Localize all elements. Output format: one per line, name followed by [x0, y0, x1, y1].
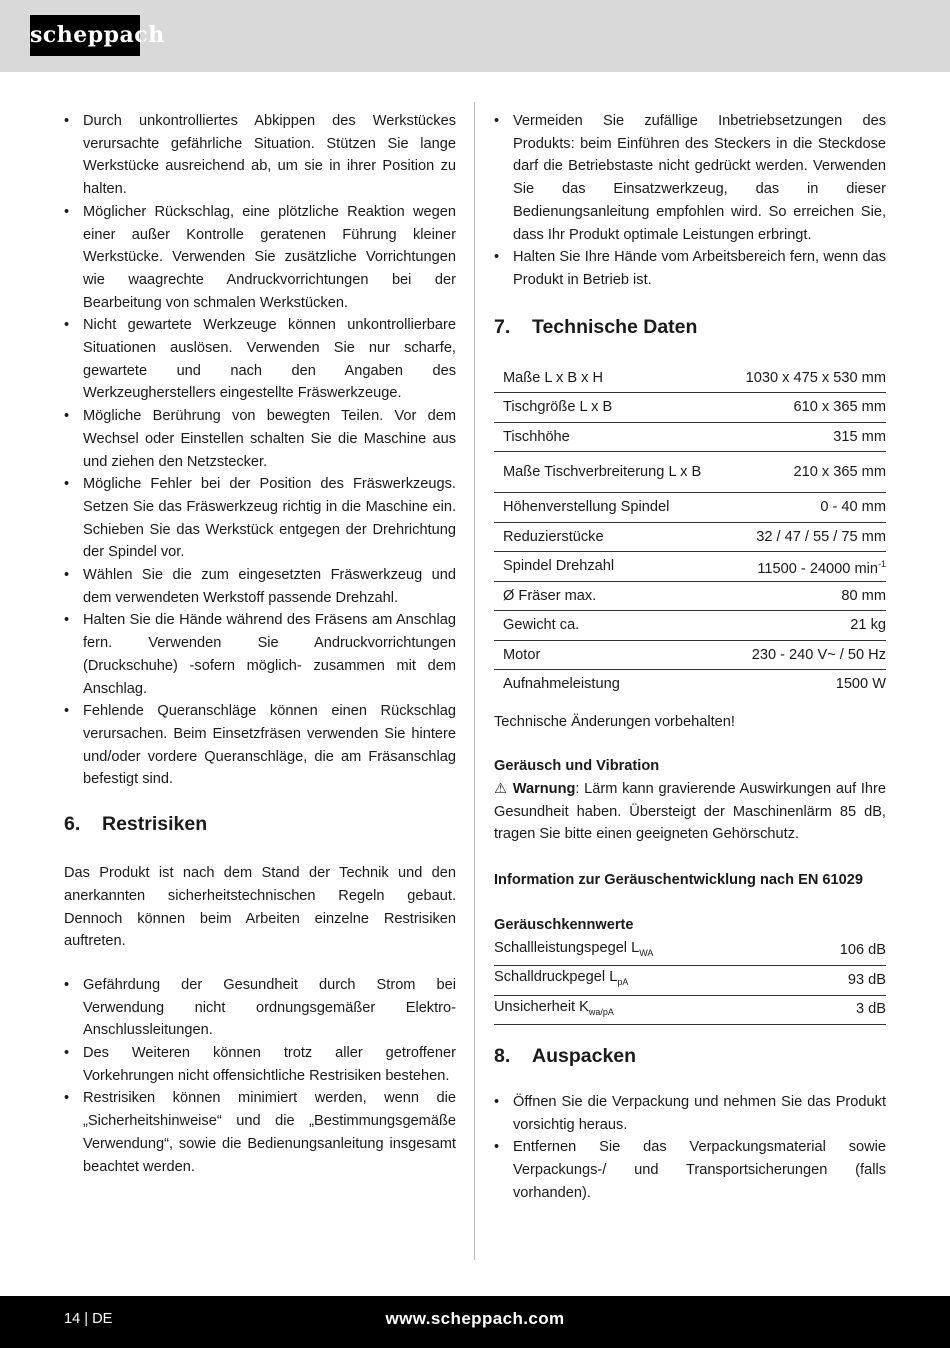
list-item: • Restrisiken können minimiert werden, wenn die „Sicherheitshinweise“ und die „Bestimmungsgemäße Verwendung“, sowie die Bedienungsanleitung insgesamt beachtet werden. [64, 1087, 456, 1178]
residual-risk-list [64, 974, 456, 1178]
spec-label: Aufnahmeleistung [503, 676, 620, 693]
list-item: • Entfernen Sie das Verpackungsmaterial sowie Verpackungs-/ und Transportsicherungen (falls vorhanden). [494, 1136, 886, 1204]
noise-label-sub: wa/pA [588, 1006, 614, 1017]
section-6-heading [64, 811, 456, 837]
table-row [494, 393, 886, 423]
scheppach-logo: scheppach [30, 15, 140, 56]
noise-label [494, 937, 798, 966]
list-item: • Mögliche Berührung von bewegten Teilen. Vor dem Wechsel oder Einstellen schalten Sie die Maschine aus und ziehen den Netzstecker. [64, 405, 456, 473]
list-item: • Vermeiden Sie zufällige Inbetriebsetzungen des Produkts: beim Einführen des Steckers in die Steckdose darf die Betriebstaste nicht gedrückt werden. Verwenden Sie das Einsatzwerkzeug, das in dieser Bedienungsanleitung empfohlen wird. So erreichen Sie, dass Ihr Produkt optimale Leistungen erbringt. [494, 110, 886, 246]
spec-label: Tischhöhe [494, 422, 726, 452]
list-item: • Halten Sie Ihre Hände vom Arbeitsbereich fern, wenn das Produkt in Betrieb ist. [494, 246, 886, 291]
list-item: • Nicht gewartete Werkzeuge können unkontrollierbare Situationen auslösen. Verwenden Sie nur scharfe, gewartete und nach den Angaben des Werkzeugherstellers eingestellte Fräswerkzeuge. [64, 314, 456, 405]
list-item: • Durch unkontrolliertes Abkippen des Werkstückes verursachte gefährliche Situation. Stützen Sie lange Werkstücke ausreichend ab, um sie in ihrer Position zu halten. [64, 110, 456, 201]
noise-values-table [494, 937, 886, 1026]
language-code: DE [92, 1311, 113, 1327]
safety-list [494, 110, 886, 292]
noise-value: 3 dB [798, 995, 886, 1025]
hazard-list [64, 110, 456, 791]
spec-value: 21 kg [726, 611, 886, 641]
spec-label: Höhenverstellung Spindel [494, 493, 726, 523]
section-7-heading [494, 314, 886, 340]
section-8-heading [494, 1043, 886, 1069]
table-row [494, 552, 886, 582]
unpacking-list [494, 1091, 886, 1205]
list-item: • Öffnen Sie die Verpackung und nehmen Sie das Produkt vorsichtig heraus. [494, 1091, 886, 1136]
table-row [494, 581, 886, 611]
spec-label: Maße L x B x H [494, 364, 726, 393]
list-item: • Möglicher Rückschlag, eine plötzliche Reaktion wegen einer außer Kontrolle geratenen Führung kleiner Werkstücke. Verwenden Sie zusätzliche Vorrichtungen wie waagrechte Andruckvorrichtungen bei der Bearbeitung von schmalen Werkstücken. [64, 201, 456, 315]
list-item: • Des Weiteren können trotz aller getroffener Vorkehrungen nicht offensichtliche Restrisiken bestehen. [64, 1042, 456, 1087]
technical-data-table [494, 364, 886, 699]
spec-label: Gewicht ca. [494, 611, 726, 641]
spec-label: Reduzierstücke [494, 522, 726, 552]
table-row [494, 670, 886, 699]
noise-label-sub: WA [639, 947, 654, 958]
spec-value: 1030 x 475 x 530 mm [726, 364, 886, 393]
page-number-value: 14 [64, 1311, 81, 1327]
list-item: • Mögliche Fehler bei der Position des Fräswerkzeugs. Setzen Sie das Fräswerkzeug richtig in die Maschine ein. Schieben Sie das Werkstück entgegen der Drehrichtung der Spindel vor. [64, 473, 456, 564]
noise-label-sub: pA [617, 977, 629, 988]
noise-label-text: Schallleistungspegel L [494, 939, 640, 956]
website-link[interactable]: www.scheppach.com [385, 1309, 565, 1328]
column-divider [474, 102, 475, 1260]
list-item: • Halten Sie die Hände während des Fräsens am Anschlag fern. Verwenden Sie Andruckvorrichtungen (Druckschuhe) -sofern möglich- zusammen mit dem Anschlag. [64, 609, 456, 700]
warning-triangle-icon: ⚠ [494, 781, 508, 798]
spec-label: Maße Tischverbreiterung L x B [494, 452, 726, 493]
left-column [64, 110, 456, 1178]
section-title: Restrisiken [102, 813, 208, 836]
noise-values-heading: Geräuschkennwerte [494, 916, 634, 933]
table-row [494, 611, 886, 641]
noise-label-text: Schalldruckpegel L [494, 969, 618, 986]
list-item: • Wählen Sie die zum eingesetzten Fräswerkzeug und dem verwendeten Werkstoff passende Drehzahl. [64, 564, 456, 609]
table-row [494, 422, 886, 452]
residual-risk-intro: Das Produkt ist nach dem Stand der Technik und den anerkannten sicherheitstechnischen Regeln gebaut. Dennoch können beim Arbeiten einzelne Restrisiken auftreten. [64, 865, 456, 950]
spec-label: Motor [494, 640, 726, 670]
noise-value: 93 dB [798, 966, 886, 996]
spec-label: Tischgröße L x B [494, 393, 726, 423]
spec-value [726, 552, 886, 582]
section-number: 6. [64, 813, 81, 836]
table-row [494, 522, 886, 552]
section-title: Auspacken [532, 1045, 637, 1068]
table-row [494, 364, 886, 393]
table-row [494, 966, 886, 996]
table-row [494, 640, 886, 670]
page-number: 14 | DE [64, 1311, 113, 1327]
spec-value: 610 x 365 mm [726, 393, 886, 423]
noise-info-heading: Information zur Geräuschentwicklung nach EN 61029 [494, 872, 863, 889]
technical-note: Technische Änderungen vorbehalten! [494, 713, 735, 730]
list-item: • Gefährdung der Gesundheit durch Strom bei Verwendung nicht ordnungsgemäßer Elektro-Anschlussleitungen. [64, 974, 456, 1042]
section-title: Technische Daten [532, 315, 698, 338]
spec-value: 32 / 47 / 55 / 75 mm [726, 522, 886, 552]
table-row [494, 937, 886, 966]
list-item: • Fehlende Queranschläge können einen Rückschlag verursachen. Beim Einsetzfräsen verwenden Sie hintere und/oder vordere Queranschläge, die am Fräsanschlag befestigt sind. [64, 700, 456, 791]
noise-vibration-heading: Geräusch und Vibration [494, 758, 660, 775]
spec-label: Spindel Drehzahl [494, 552, 726, 582]
warning-text: : Lärm kann gravierende Auswirkungen auf Ihre Gesundheit haben. Übersteigt der Maschinenlärm 85 dB, tragen Sie bitte einen geeigneten Gehörschutz. [494, 781, 886, 843]
noise-label-text: Unsicherheit K [494, 998, 589, 1015]
header-bar [0, 0, 950, 72]
noise-value: 106 dB [798, 937, 886, 966]
spec-value: 1500 W [835, 676, 886, 693]
spec-label: Ø Fräser max. [494, 581, 726, 611]
spec-value-text: 11500 - 24000 min [757, 560, 878, 577]
noise-label [494, 966, 798, 996]
spec-value: 315 mm [726, 422, 886, 452]
section-number: 8. [494, 1045, 511, 1068]
noise-warning [494, 778, 886, 846]
noise-label [494, 995, 798, 1025]
table-row [494, 995, 886, 1025]
right-column [494, 110, 886, 1205]
spec-value: 230 - 240 V~ / 50 Hz [726, 640, 886, 670]
warning-label: Warnung [512, 781, 576, 798]
section-number: 7. [494, 315, 511, 338]
spec-value: 0 - 40 mm [726, 493, 886, 523]
spec-value-exponent: -1 [877, 558, 886, 569]
footer-bar [0, 1296, 950, 1348]
table-row [494, 452, 886, 493]
spec-value: 80 mm [726, 581, 886, 611]
spec-value: 210 x 365 mm [726, 452, 886, 493]
table-row [494, 493, 886, 523]
